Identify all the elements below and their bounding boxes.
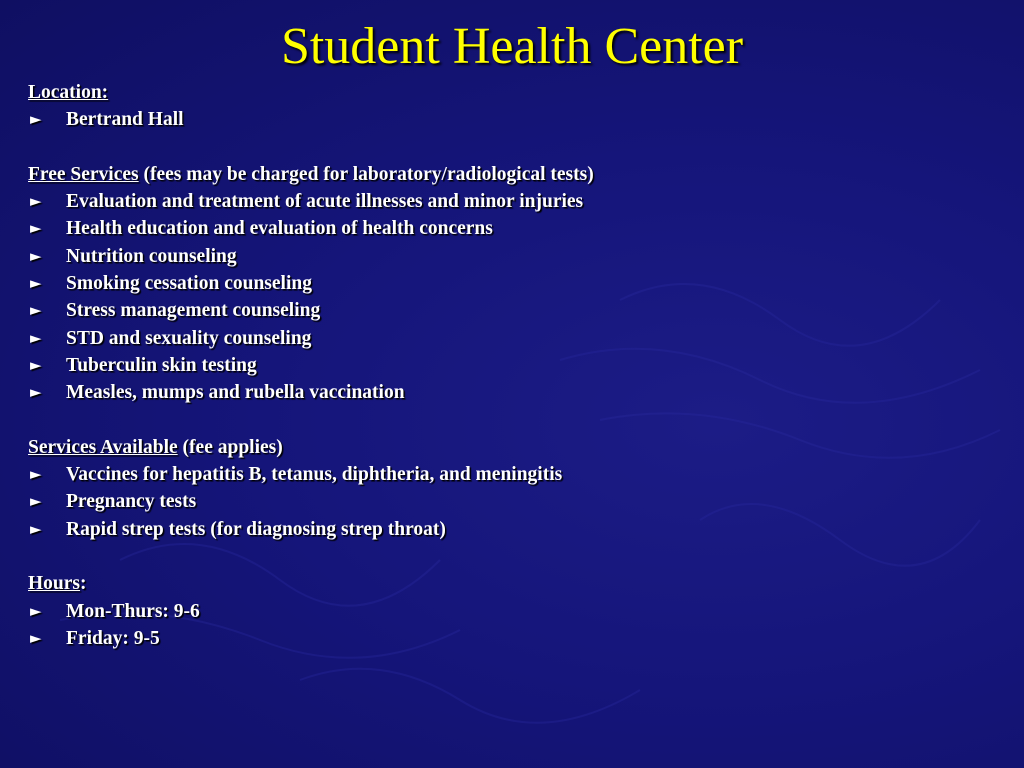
list-item-text: Bertrand Hall: [66, 109, 184, 131]
free-services-list: [28, 188, 1008, 406]
list-item: [28, 325, 1008, 352]
list-item: [28, 352, 1008, 379]
hours-heading: [28, 570, 1008, 597]
bullet-arrow-icon: ►: [30, 328, 42, 347]
bullet-arrow-icon: ►: [30, 110, 42, 129]
bullet-arrow-icon: ►: [30, 601, 42, 620]
free-services-heading-label: Free Services: [28, 163, 139, 185]
list-item: [28, 516, 1008, 543]
list-item-text: Evaluation and treatment of acute illnesses and minor injuries: [66, 191, 584, 213]
list-item: [28, 106, 1008, 133]
list-item: [28, 215, 1008, 242]
services-available-heading: [28, 434, 1008, 461]
free-services-section: [28, 161, 1008, 407]
bullet-arrow-icon: ►: [30, 274, 42, 293]
location-heading-label: Location:: [28, 82, 109, 103]
services-available-list: [28, 461, 1008, 543]
list-item-text: Smoking cessation counseling: [66, 273, 312, 295]
list-item: [28, 270, 1008, 297]
hours-heading-label: Hours: [28, 573, 81, 595]
list-item-text: Mon-Thurs: 9-6: [66, 600, 200, 622]
free-services-heading: [28, 161, 1008, 188]
list-item-text: Stress management counseling: [66, 300, 321, 322]
services-available-heading-label: Services Available: [28, 436, 178, 458]
bullet-arrow-icon: ►: [30, 383, 42, 402]
slide-content: [28, 79, 1008, 680]
list-item: [28, 188, 1008, 215]
location-heading: [28, 79, 1008, 106]
page-title: Student Health Center: [280, 18, 744, 75]
list-item: [28, 461, 1008, 488]
bullet-arrow-icon: ►: [30, 628, 42, 647]
bullet-arrow-icon: ►: [30, 246, 42, 265]
services-available-section: [28, 434, 1008, 543]
list-item-text: Pregnancy tests: [66, 491, 197, 513]
location-section: [28, 79, 1008, 134]
list-item-text: Health education and evaluation of health concerns: [66, 218, 493, 240]
list-item: [28, 625, 1008, 652]
bullet-arrow-icon: ►: [30, 219, 42, 238]
services-available-note: (fee applies): [177, 436, 283, 458]
bullet-arrow-icon: ►: [30, 355, 42, 374]
hours-section: [28, 570, 1008, 652]
list-item-text: Vaccines for hepatitis B, tetanus, diphtheria, and meningitis: [66, 464, 563, 486]
list-item-text: Rapid strep tests (for diagnosing strep throat): [66, 518, 446, 540]
bullet-arrow-icon: ►: [30, 301, 42, 320]
list-item: [28, 379, 1008, 406]
list-item-text: Friday: 9-5: [66, 627, 160, 649]
list-item: [28, 243, 1008, 270]
list-item-text: Measles, mumps and rubella vaccination: [66, 382, 405, 404]
hours-list: [28, 598, 1008, 653]
list-item: [28, 297, 1008, 324]
bullet-arrow-icon: ►: [30, 192, 42, 211]
hours-heading-colon: :: [80, 573, 87, 595]
bullet-arrow-icon: ►: [30, 519, 42, 538]
list-item-text: Nutrition counseling: [66, 245, 237, 267]
list-item: [28, 488, 1008, 515]
list-item-text: Tuberculin skin testing: [66, 354, 257, 376]
list-item-text: STD and sexuality counseling: [66, 327, 312, 349]
bullet-arrow-icon: ►: [30, 492, 42, 511]
bullet-arrow-icon: ►: [30, 465, 42, 484]
free-services-note: (fees may be charged for laboratory/radiological tests): [138, 163, 594, 185]
list-item: [28, 598, 1008, 625]
location-list: [28, 106, 1008, 133]
